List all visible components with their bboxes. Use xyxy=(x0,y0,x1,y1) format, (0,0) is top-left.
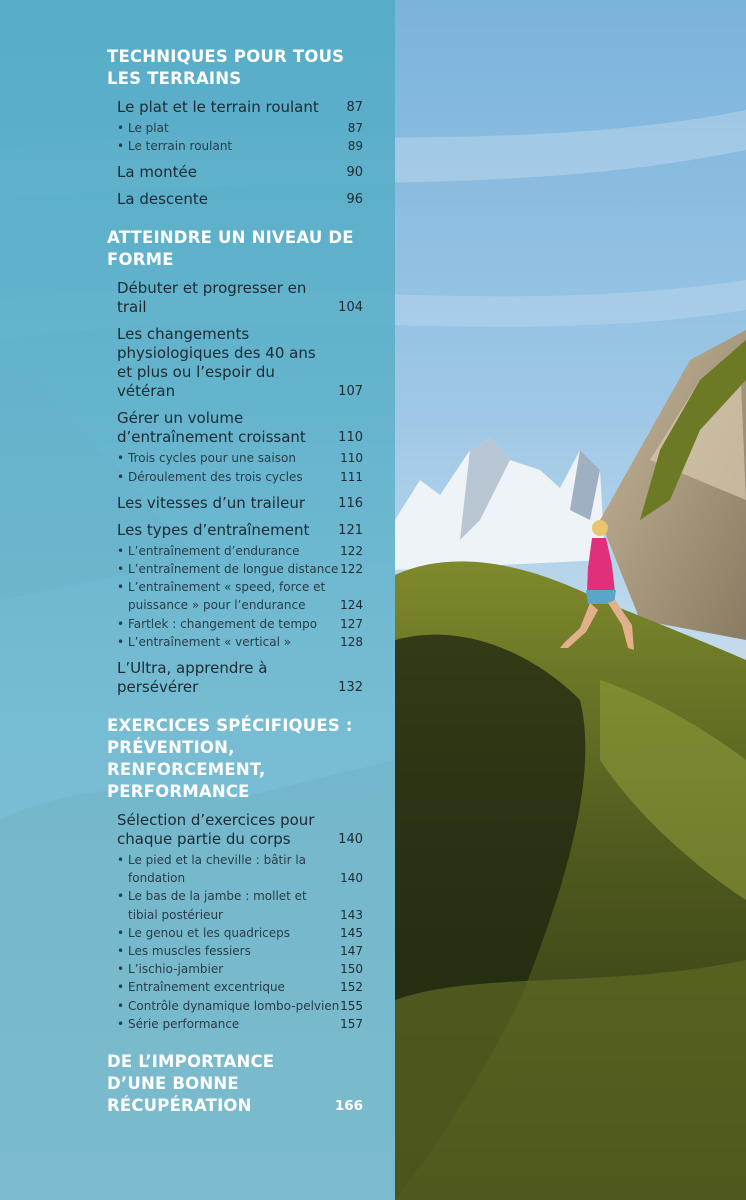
entry-title: Débuter et progresser en trail xyxy=(117,279,307,317)
toc-entry[interactable] xyxy=(117,494,363,513)
sub-entry-page-number: 87 xyxy=(347,121,363,135)
sub-entry-title: • L’entraînement « speed, force et puissance » pour l’endurance xyxy=(117,578,340,614)
sub-entry-title: • Déroulement des trois cycles xyxy=(117,468,340,486)
entry-page-number: 116 xyxy=(338,495,363,511)
sub-entry-page-number: 128 xyxy=(340,634,363,649)
entry-title: La montée xyxy=(117,163,197,182)
entry-title: Sélection d’exercices pour chaque partie du corps xyxy=(117,811,315,849)
entry-title: L’Ultra, apprendre à persévérer xyxy=(117,659,268,697)
toc-sub-entry[interactable] xyxy=(117,468,363,486)
sub-entry-page-number: 111 xyxy=(340,469,363,484)
entry-list xyxy=(107,98,363,209)
toc-sub-entry[interactable] xyxy=(117,924,363,942)
entry-page-number: 132 xyxy=(338,680,363,696)
entry-page-number: 140 xyxy=(338,832,363,848)
sub-entry-title: • Le pied et la cheville : bâtir la fondation xyxy=(117,851,340,887)
sub-entry-title: • Le plat xyxy=(117,119,346,137)
toc-sub-entry[interactable] xyxy=(117,960,363,978)
toc-sub-entry[interactable] xyxy=(117,997,363,1015)
toc-entry[interactable] xyxy=(117,190,363,209)
toc-sub-entry[interactable] xyxy=(117,542,363,560)
sub-entry-title: • Contrôle dynamique lombo-pelvien xyxy=(117,997,340,1015)
table-of-contents xyxy=(107,46,363,1135)
toc-section xyxy=(107,46,363,209)
toc-section xyxy=(107,227,363,697)
entry-title: Les vitesses d’un traileur xyxy=(117,493,306,512)
toc-sub-entry[interactable] xyxy=(117,137,363,155)
sub-entry-list xyxy=(117,449,363,485)
sub-entry-title: • L’entraînement « vertical » xyxy=(117,633,340,651)
entry-page-number: 87 xyxy=(346,100,363,115)
sub-entry-page-number: 147 xyxy=(340,944,363,959)
entry-page-number: 90 xyxy=(346,165,363,181)
toc-entry[interactable] xyxy=(117,163,363,182)
toc-entry[interactable] xyxy=(117,98,363,117)
sub-entry-page-number: 152 xyxy=(340,980,363,995)
entry-title: Les changements physiologiques des 40 ans et plus ou l’espoir du vétéran xyxy=(117,325,316,401)
sub-entry-title: • Trois cycles pour une saison xyxy=(117,449,340,467)
entry-title: La descente xyxy=(117,190,208,209)
toc-sub-entry[interactable] xyxy=(117,633,363,651)
toc-sub-entry[interactable] xyxy=(117,887,363,923)
entry-list xyxy=(107,811,363,1033)
sub-entry-page-number: 143 xyxy=(340,907,363,922)
toc-sub-entry[interactable] xyxy=(117,1015,363,1033)
toc-sub-entry[interactable] xyxy=(117,560,363,578)
section-title: TECHNIQUES POUR TOUS LES TERRAINS xyxy=(107,47,345,88)
sub-entry-title: • Le terrain roulant xyxy=(117,137,346,155)
toc-entry[interactable] xyxy=(117,325,363,401)
entry-page-number: 96 xyxy=(346,192,363,208)
toc-section xyxy=(107,715,363,1033)
toc-section-final[interactable] xyxy=(107,1051,363,1117)
sub-entry-page-number: 122 xyxy=(340,543,363,558)
sub-entry-page-number: 110 xyxy=(340,451,363,466)
toc-entry[interactable] xyxy=(117,279,363,317)
toc-entry[interactable] xyxy=(117,521,363,540)
entry-page-number: 110 xyxy=(338,430,363,446)
entry-title: Gérer un volume d’entraînement croissant xyxy=(117,409,306,447)
sub-entry-list xyxy=(117,851,363,1033)
sub-entry-title: • L’entraînement d’endurance xyxy=(117,542,340,560)
toc-sub-entry[interactable] xyxy=(117,119,363,137)
sub-entry-page-number: 155 xyxy=(340,998,363,1013)
sub-entry-page-number: 89 xyxy=(347,139,363,154)
toc-sub-entry[interactable] xyxy=(117,615,363,633)
sub-entry-title: • Les muscles fessiers xyxy=(117,942,340,960)
sub-entry-title: • Série performance xyxy=(117,1015,340,1033)
sub-entry-title: • Le bas de la jambe : mollet et tibial postérieur xyxy=(117,887,340,923)
toc-entry[interactable] xyxy=(117,659,363,697)
entry-title: Les types d’entraînement xyxy=(117,520,310,539)
sub-entry-page-number: 157 xyxy=(340,1016,363,1031)
sub-entry-page-number: 122 xyxy=(340,562,363,577)
sub-entry-title: • Entraînement excentrique xyxy=(117,978,340,996)
toc-sub-entry[interactable] xyxy=(117,942,363,960)
toc-sub-entry[interactable] xyxy=(117,851,363,887)
sub-entry-list xyxy=(117,119,363,155)
toc-sub-entry[interactable] xyxy=(117,978,363,996)
section-page-number: 166 xyxy=(334,1098,363,1115)
entry-list xyxy=(107,279,363,697)
toc-entry[interactable] xyxy=(117,811,363,849)
section-title: ATTEINDRE UN NIVEAU DE FORME xyxy=(107,228,354,270)
sub-entry-page-number: 127 xyxy=(340,616,363,631)
sub-entry-title: • Le genou et les quadriceps xyxy=(117,924,340,942)
sub-entry-page-number: 124 xyxy=(340,598,363,613)
sub-entry-list xyxy=(117,542,363,651)
toc-entry[interactable] xyxy=(117,409,363,447)
sub-entry-page-number: 145 xyxy=(340,925,363,940)
sub-entry-title: • Fartlek : changement de tempo xyxy=(117,615,340,633)
entry-page-number: 104 xyxy=(338,300,363,316)
toc-sub-entry[interactable] xyxy=(117,578,363,614)
sub-entry-page-number: 140 xyxy=(340,871,363,886)
toc-sub-entry[interactable] xyxy=(117,449,363,467)
sub-entry-title: • L’entraînement de longue distance xyxy=(117,560,340,578)
sub-entry-page-number: 150 xyxy=(340,962,363,977)
section-title: EXERCICES SPÉCIFIQUES : PRÉVENTION, RENFORCEMENT, PERFORMANCE xyxy=(107,716,353,802)
entry-page-number: 121 xyxy=(338,522,363,538)
section-title: DE L’IMPORTANCE D’UNE BONNE RÉCUPÉRATION xyxy=(107,1052,275,1116)
entry-title: Le plat et le terrain roulant xyxy=(117,98,319,116)
entry-page-number: 107 xyxy=(338,384,363,400)
sub-entry-title: • L’ischio-jambier xyxy=(117,960,340,978)
